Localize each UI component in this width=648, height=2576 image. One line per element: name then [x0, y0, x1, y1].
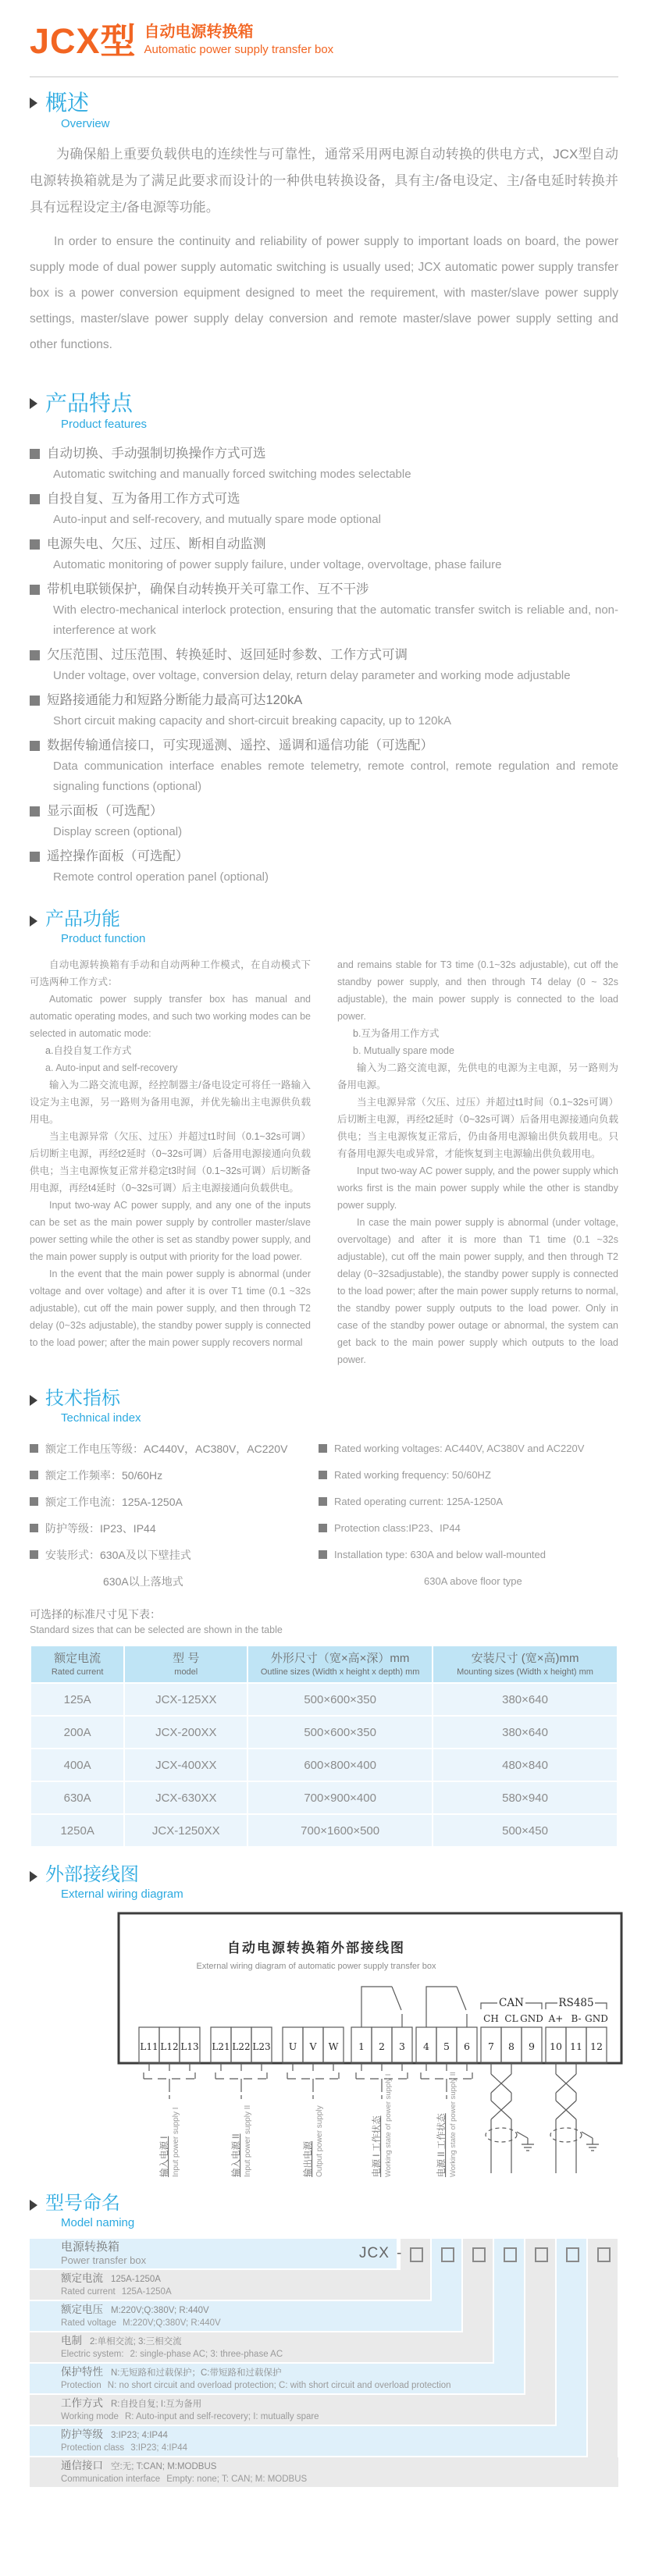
table-cell: 380×640	[433, 1683, 618, 1716]
overview-paragraph-cn: 为确保船上重要负载供电的连续性与可靠性，通常采用两电源自动转换的供电方式，JCX型自动电源转换箱就是为了满足此要求而设计的一种供电转换设备，具有主/备电设定、主/备电延时转换并具有远程设定主/备电源等功能。	[30, 147, 618, 215]
model-code-box	[597, 2247, 611, 2262]
wiring-heading-cn: 外部接线图	[45, 1864, 139, 1885]
square-bullet-icon	[30, 806, 40, 817]
terminal-label: L13	[180, 2041, 199, 2052]
naming-row-en: Working mode	[61, 2412, 119, 2421]
naming-row-en-desc: Empty: none; T: CAN; M: MODBUS	[166, 2475, 308, 2484]
feature-item	[30, 735, 618, 797]
model-prefix: JCX	[359, 2245, 390, 2261]
sizes-table	[30, 1645, 618, 1848]
square-bullet-icon	[30, 539, 40, 550]
table-cell: 700×1600×500	[247, 1814, 433, 1847]
function-paragraph: 输入为二路交流电源，经控制器主/备电设定可将任一路输入设定为主电源，另一路则为备用电源，并优先输出主电源供负载用电。	[30, 1080, 311, 1125]
feature-cn: 带机电联锁保护，确保自动转换开关可靠工作、互不干涉	[47, 582, 369, 596]
model-separator: -	[397, 2245, 402, 2261]
terminal-label: L22	[232, 2041, 251, 2052]
section-technical	[30, 1387, 618, 1595]
feature-item	[30, 443, 618, 485]
overview-paragraph-en: In order to ensure the continuity and reliability of power supply to important loads on board, the power supply mode of dual power supply automatic switching is usually used; JCX automatic power supply transfer box is a power conversion equipment designed to meet the requirement, with master/slave power supply settings, master/slave power supply delay conversion and remote master/slave power supply setting and other functions.	[30, 235, 618, 351]
function-paragraph: Input two-way AC power supply, and any one of the inputs can be set as the main power supply by controller master/slave power setting while the other is set as standby power supply, and the main power supply is output with priority for the load power.	[30, 1200, 311, 1262]
wiring-box-title-en: External wiring diagram of automatic power supply transfer box	[196, 1962, 436, 1971]
terminal-label: L21	[212, 2041, 230, 2052]
section-marker-icon	[30, 916, 37, 927]
model-code-box	[535, 2247, 548, 2262]
naming-row-en: Rated current	[61, 2287, 116, 2297]
square-bullet-icon	[30, 449, 40, 459]
shield-ellipse	[486, 2128, 517, 2142]
rs485-pin: GND	[585, 2013, 608, 2024]
naming-heading-en: Model naming	[61, 2216, 135, 2229]
naming-heading	[30, 2192, 618, 2231]
naming-row	[30, 2301, 461, 2331]
function-paragraph: b.互为备用工作方式	[353, 1028, 440, 1039]
square-bullet-icon	[30, 585, 40, 595]
sizes-intro-en: Standard sizes that can be selected are shown in the table	[30, 1624, 283, 1635]
label-leads	[169, 2088, 447, 2101]
product-header	[30, 0, 618, 64]
feature-en: Display screen (optional)	[53, 825, 183, 838]
feature-en: Data communication interface enables remote telemetry, remote control, remote regulation and remote signaling functions (optional)	[53, 760, 618, 793]
square-bullet-icon	[30, 1471, 38, 1479]
wiring-diagram-svg	[117, 1912, 632, 2181]
table-cell: 400A	[30, 1749, 124, 1781]
wiring-heading	[30, 1863, 618, 1902]
tech-item-en: Installation type: 630A and below wall-mounted	[334, 1549, 547, 1560]
naming-row	[30, 2239, 397, 2268]
sizes-header-cell: 型 号 model	[124, 1646, 247, 1683]
square-bullet-icon	[30, 741, 40, 751]
feature-cn: 数据传输通信接口，可实现遥测、遥控、遥调和遥信功能（可选配）	[47, 738, 433, 753]
feature-en: Automatic monitoring of power supply failure, under voltage, overvoltage, phase failure	[53, 558, 502, 571]
table-cell: JCX-400XX	[124, 1749, 247, 1781]
tech-item-en: Rated operating current: 125A-1250A	[334, 1496, 504, 1507]
shield-ellipse	[550, 2128, 582, 2142]
naming-row-cn: 工作方式	[61, 2397, 103, 2409]
feature-item	[30, 579, 618, 641]
features-heading-cn: 产品特点	[45, 391, 134, 415]
section-naming	[30, 2192, 618, 2489]
terminal-strip	[139, 2027, 607, 2063]
feature-cn: 短路接通能力和短路分断能力最高可达120kA	[47, 693, 303, 707]
sizes-table-header-row	[30, 1646, 618, 1683]
feature-cn: 电源失电、欠压、过压、断相自动监测	[47, 537, 266, 551]
naming-row-cn: 电源转换箱	[61, 2240, 120, 2254]
tech-item-en: Rated working frequency: 50/60HZ	[334, 1469, 491, 1481]
table-cell: 500×600×350	[247, 1683, 433, 1716]
function-paragraph: 当主电源异常（欠压、过压）并超过t1时间（0.1~32s可调）后切断主电源，再经t2延时（0~32s可调）后备用电源接通向负载供电；当主电源恢复正常并稳定t3时间（0.1~32s可调）后切断备用电源，再经t4延时（0~32s可调）后主电源接通向负载供电。	[30, 1131, 311, 1194]
overview-heading	[30, 90, 618, 132]
can-pin: GND	[520, 2013, 543, 2024]
function-paragraph: a. Auto-input and self-recovery	[45, 1062, 178, 1073]
terminal-label: 3	[399, 2041, 405, 2052]
square-bullet-icon	[30, 650, 40, 660]
function-paragraph: Automatic power supply transfer box has manual and automatic operating modes, and such two working modes can be selected in automatic mode:	[30, 994, 311, 1039]
feature-item	[30, 690, 618, 731]
square-bullet-icon	[319, 1497, 327, 1506]
technical-heading	[30, 1387, 618, 1426]
square-bullet-icon	[319, 1444, 327, 1453]
tech-item-en-line2: 630A above floor type	[424, 1575, 522, 1587]
square-bullet-icon	[30, 696, 40, 706]
header-divider	[30, 76, 618, 77]
table-cell: JCX-125XX	[124, 1683, 247, 1716]
feature-en: Under voltage, over voltage, conversion delay, return delay parameter and working mode adjustable	[53, 669, 571, 682]
naming-row-cn-desc: 125A-1250A	[111, 2275, 161, 2284]
tech-item-cn: 安装形式：630A及以下壁挂式	[45, 1549, 191, 1561]
can-pin: CH	[483, 2013, 499, 2024]
square-bullet-icon	[30, 1497, 38, 1506]
table-cell: 600×800×400	[247, 1749, 433, 1781]
twisted-pair-rs485	[550, 2063, 599, 2173]
table-cell: 480×840	[433, 1749, 618, 1781]
terminal-label: 9	[529, 2041, 535, 2052]
section-overview	[30, 90, 618, 358]
section-sizes	[30, 1606, 618, 1848]
group-label-en: Input power supply II	[244, 2105, 252, 2177]
technical-col-cn	[30, 1436, 319, 1595]
naming-row-en: Power transfer box	[61, 2254, 147, 2266]
naming-row-en: Protection	[61, 2381, 101, 2390]
feature-cn: 自动切换、手动强制切换操作方式可选	[47, 447, 266, 461]
square-bullet-icon	[319, 1524, 327, 1532]
naming-row	[30, 2457, 618, 2487]
wiring-group-labels	[158, 2072, 458, 2177]
group-label-en: Output power supply	[315, 2105, 324, 2177]
naming-row-cn-desc: N:无短路和过载保护；C:带短路和过载保护	[111, 2368, 282, 2378]
feature-en: Remote control operation panel (optional)	[53, 870, 269, 884]
ground-icon	[582, 2132, 599, 2151]
tech-item-cn: 防护等级：IP23、IP44	[45, 1522, 156, 1535]
function-paragraph: Input two-way AC power supply, and the power supply which works first is the main power supply while the other is standby power supply.	[337, 1165, 618, 1211]
table-row	[30, 1814, 618, 1847]
group-label-cn: 输入电源 I	[160, 2136, 169, 2177]
naming-row	[30, 2270, 430, 2300]
naming-row-en: Communication interface	[61, 2475, 161, 2484]
model-code-box	[441, 2247, 454, 2262]
naming-row-cn-desc: 空:无; T:CAN; M:MODBUS	[111, 2462, 217, 2471]
table-cell: 580×940	[433, 1781, 618, 1814]
table-row	[30, 1716, 618, 1749]
table-cell: 700×900×400	[247, 1781, 433, 1814]
square-bullet-icon	[30, 1444, 38, 1453]
feature-en: Short circuit making capacity and short-circuit breaking capacity, up to 120kA	[53, 714, 451, 728]
square-bullet-icon	[30, 1550, 38, 1559]
terminal-label: 7	[488, 2041, 494, 2052]
features-list	[30, 443, 618, 888]
section-function	[30, 908, 618, 1368]
naming-row-en-desc: R: Auto-input and self-recovery; I: mutually spare	[124, 2412, 319, 2421]
terminal-label: 6	[464, 2041, 470, 2052]
table-row	[30, 1749, 618, 1781]
sizes-header-cell: 外形尺寸（宽×高×深）mm Outline sizes (Width x height x depth) mm	[247, 1646, 433, 1683]
product-model-title: JCX型	[30, 21, 137, 61]
table-cell: JCX-1250XX	[124, 1814, 247, 1847]
section-marker-icon	[30, 98, 37, 109]
tech-item-cn: 额定工作频率：50/60Hz	[45, 1469, 163, 1482]
naming-row	[30, 2395, 555, 2425]
relay-contact-icon	[426, 1987, 467, 2027]
group-label-cn: 输入电源 II	[232, 2133, 241, 2177]
section-marker-icon	[30, 398, 37, 409]
svg-text:输出电源Output power supply	[302, 2105, 324, 2177]
square-bullet-icon	[319, 1550, 327, 1559]
section-wiring	[30, 1863, 618, 1902]
product-title-cn: 自动电源转换箱	[144, 23, 254, 41]
bracket-stubs	[144, 2073, 472, 2079]
overview-heading-cn: 概述	[45, 91, 90, 115]
feature-en: Automatic switching and manually forced switching modes selectable	[53, 468, 411, 481]
naming-row-en-desc: 3:IP23; 4:IP44	[130, 2443, 188, 2453]
function-paragraph: In case the main power supply is abnormal (under voltage, overvoltage) and after it is more than T1 time (0.1 ~32s adjustable), cut off the main power supply, and then through T2 delay (0~32sadjustable), the standby power supply is connected to the load power; after the main power supply returns to normal, the standby power supply outputs to the load power. Only in case of the standby power outage or abnormal, the system can get back to the main power supply which outputs to the load power.	[337, 1217, 618, 1365]
svg-text:输入电源 IIInput power supply II	[230, 2105, 252, 2177]
section-marker-icon	[30, 1871, 37, 1882]
model-naming-diagram	[30, 2239, 618, 2489]
naming-row-en-desc: 125A-1250A	[121, 2287, 172, 2297]
technical-columns	[30, 1436, 618, 1595]
model-code-box	[504, 2247, 517, 2262]
sizes-intro-cn: 可选择的标准尺寸见下表：	[30, 1608, 161, 1621]
naming-row-cn: 保护特性	[61, 2366, 103, 2378]
tech-item-en: Rated working voltages: AC440V, AC380V and AC220V	[334, 1443, 585, 1454]
feature-cn: 显示面板（可选配）	[47, 804, 163, 818]
table-cell: 200A	[30, 1716, 124, 1749]
terminal-label: 1	[358, 2041, 365, 2052]
group-label-en: Input power supply I	[172, 2107, 180, 2177]
naming-row-en: Rated voltage	[61, 2318, 116, 2328]
group-label-cn: 电源 I 工作状态	[372, 2115, 382, 2177]
table-cell: JCX-630XX	[124, 1781, 247, 1814]
table-cell: 125A	[30, 1683, 124, 1716]
twisted-pair-can	[486, 2063, 534, 2173]
table-cell: 500×600×350	[247, 1716, 433, 1749]
table-cell: 1250A	[30, 1814, 124, 1847]
square-bullet-icon	[319, 1471, 327, 1479]
naming-row-cn: 额定电压	[61, 2304, 103, 2315]
sizes-header-cell: 安装尺寸 (宽×高)mm Mounting sizes (Width x height) mm	[433, 1646, 618, 1683]
table-cell: 630A	[30, 1781, 124, 1814]
product-title-block	[144, 22, 334, 58]
features-heading-en: Product features	[61, 418, 148, 431]
feature-cn: 遥控操作面板（可选配）	[47, 849, 189, 863]
group-label-en: Working state of power supply II	[449, 2072, 458, 2177]
feature-en: With electro-mechanical interlock protection, ensuring that the automatic transfer switch is reliable and, non-interference at work	[53, 603, 618, 637]
naming-row-en-desc: 2: single-phase AC; 3: three-phase AC	[130, 2350, 283, 2359]
feature-cn: 欠压范围、过压范围、转换延时、返回延时参数、工作方式可调	[47, 648, 408, 662]
bracket-center-ticks	[169, 2079, 447, 2088]
naming-row-en: Electric system:	[61, 2350, 124, 2359]
naming-row	[30, 2426, 586, 2456]
terminal-label: V	[309, 2041, 317, 2052]
terminal-label: W	[328, 2041, 339, 2052]
technical-heading-cn: 技术指标	[45, 1388, 120, 1409]
model-code-box	[410, 2247, 423, 2262]
table-row	[30, 1683, 618, 1716]
naming-row-cn: 防护等级	[61, 2428, 103, 2440]
table-row	[30, 1781, 618, 1814]
svg-text:输入电源 IInput power supply I	[158, 2108, 180, 2178]
naming-row-en-desc: N: no short circuit and overload protection; C: with short circuit and overload protection	[107, 2381, 451, 2390]
naming-strip	[588, 2239, 618, 2457]
function-heading-en: Product function	[61, 932, 146, 945]
terminal-label: 4	[423, 2041, 429, 2052]
technical-heading-en: Technical index	[61, 1411, 141, 1425]
function-columns	[30, 956, 618, 1368]
function-paragraph: In the event that the main power supply is abnormal (under voltage and over voltage) and after it is over T1 time (0.1 ~32s adjustable), cut off the main power supply, and then through T2 delay (0~32s adjustable), the standby power supply is connected to the load power; after the main power supply recovers normal	[30, 1268, 311, 1348]
section-features	[30, 390, 618, 888]
table-cell: 500×450	[433, 1814, 618, 1847]
relay-contact-icon	[361, 1987, 402, 2027]
naming-row-cn-desc: 2:单相交流; 3:三相交流	[90, 2337, 182, 2347]
function-paragraph: b. Mutually spare mode	[353, 1045, 454, 1056]
terminal-label: 10	[550, 2041, 562, 2052]
feature-item	[30, 801, 618, 842]
tech-item-cn: 额定工作电流：125A-1250A	[45, 1496, 183, 1508]
terminal-label: L12	[160, 2041, 179, 2052]
function-paragraph: and remains stable for T3 time (0.1~32s adjustable), cut off the standby power supply, and then through T4 delay (0 ~ 32s adjustable), the main power supply is connected to the load power.	[337, 959, 618, 1022]
table-cell: 380×640	[433, 1716, 618, 1749]
naming-row	[30, 2332, 493, 2362]
terminal-label: 2	[379, 2041, 385, 2052]
naming-row-en: Protection class	[61, 2443, 125, 2453]
section-marker-icon	[30, 2200, 37, 2211]
rs485-label: RS485	[558, 1997, 594, 2009]
terminal-label: 5	[443, 2041, 450, 2052]
product-title-en: Automatic power supply transfer box	[144, 43, 334, 56]
sizes-header-cell: 额定电流 Rated current	[30, 1646, 124, 1683]
table-cell: JCX-200XX	[124, 1716, 247, 1749]
tech-item-cn-line2: 630A以上落地式	[103, 1575, 183, 1588]
terminal-label: 8	[508, 2041, 514, 2052]
terminal-label: L23	[252, 2041, 271, 2052]
group-label-cn: 电源 II 工作状态	[437, 2113, 447, 2177]
function-paragraph: 自动电源转换箱有手动和自动两种工作模式，在自动模式下可选两种工作方式：	[30, 959, 311, 987]
naming-row-en-desc: M:220V;Q:380V; R:440V	[122, 2318, 221, 2328]
function-paragraph: 当主电源异常（欠压、过压）并超过t1时间（0.1~32s可调）后切断主电源，再经t2延时（0~32s可调）后备用电源接通向负载供电；当主电源恢复正常后，仍由备用电源输出供负载用电。只有备用电源失电或异常，才能恢复到主电源输出供负载用电。	[337, 1097, 618, 1159]
wiring-heading-en: External wiring diagram	[61, 1888, 183, 1901]
feature-en: Auto-input and self-recovery, and mutually spare mode optional	[53, 513, 381, 526]
square-bullet-icon	[30, 494, 40, 504]
function-heading	[30, 908, 618, 947]
technical-col-en	[319, 1436, 618, 1595]
naming-row	[30, 2364, 524, 2393]
function-col-left	[30, 956, 311, 1368]
feature-item	[30, 645, 618, 686]
naming-row-cn: 电制	[61, 2335, 82, 2347]
wiring-box-title-cn: 自动电源转换箱外部接线图	[227, 1941, 405, 1955]
naming-strip	[525, 2239, 555, 2395]
features-heading	[30, 390, 618, 432]
naming-row-cn-desc: R:自投自复; I:互为备用	[111, 2400, 202, 2409]
overview-heading-en: Overview	[61, 117, 110, 130]
terminal-label: 11	[570, 2041, 582, 2052]
group-label-en: Working state of power supply I	[384, 2073, 393, 2177]
group-label-cn: 输出电源	[304, 2141, 313, 2177]
naming-row-cn: 通信接口	[61, 2460, 103, 2471]
naming-row-cn: 额定电流	[61, 2272, 103, 2284]
naming-heading-cn: 型号命名	[45, 2193, 120, 2214]
naming-row-cn-desc: M:220V;Q:380V; R:440V	[111, 2306, 209, 2315]
function-heading-cn: 产品功能	[45, 909, 120, 930]
terminal-label: L11	[140, 2041, 158, 2052]
can-label: CAN	[499, 1997, 524, 2009]
terminal-label: U	[288, 2041, 297, 2052]
feature-item	[30, 846, 618, 888]
rs485-pin: A+	[548, 2013, 564, 2024]
feature-cn: 自投自复、互为备用工作方式可选	[47, 492, 240, 506]
terminal-label: 12	[590, 2041, 603, 2052]
rs485-pin: B-	[571, 2013, 582, 2024]
function-paragraph: 输入为二路交流电源，先供电的电源为主电源，另一路则为备用电源。	[337, 1062, 618, 1091]
feature-item	[30, 534, 618, 575]
function-paragraph: a.自投自复工作方式	[45, 1045, 132, 1056]
feature-item	[30, 489, 618, 530]
tech-item-cn: 额定工作电压等级：AC440V，AC380V，AC220V	[45, 1443, 288, 1455]
function-col-right	[337, 956, 618, 1368]
model-code-box	[472, 2247, 486, 2262]
naming-row-cn-desc: 3:IP23; 4:IP44	[111, 2431, 168, 2440]
naming-strip	[557, 2239, 586, 2426]
model-code-box	[566, 2247, 579, 2262]
ground-icon	[517, 2132, 534, 2151]
section-marker-icon	[30, 1395, 37, 1406]
square-bullet-icon	[30, 852, 40, 862]
can-pin: CL	[504, 2013, 518, 2024]
tech-item-en: Protection class:IP23、IP44	[334, 1522, 461, 1534]
square-bullet-icon	[30, 1524, 38, 1532]
